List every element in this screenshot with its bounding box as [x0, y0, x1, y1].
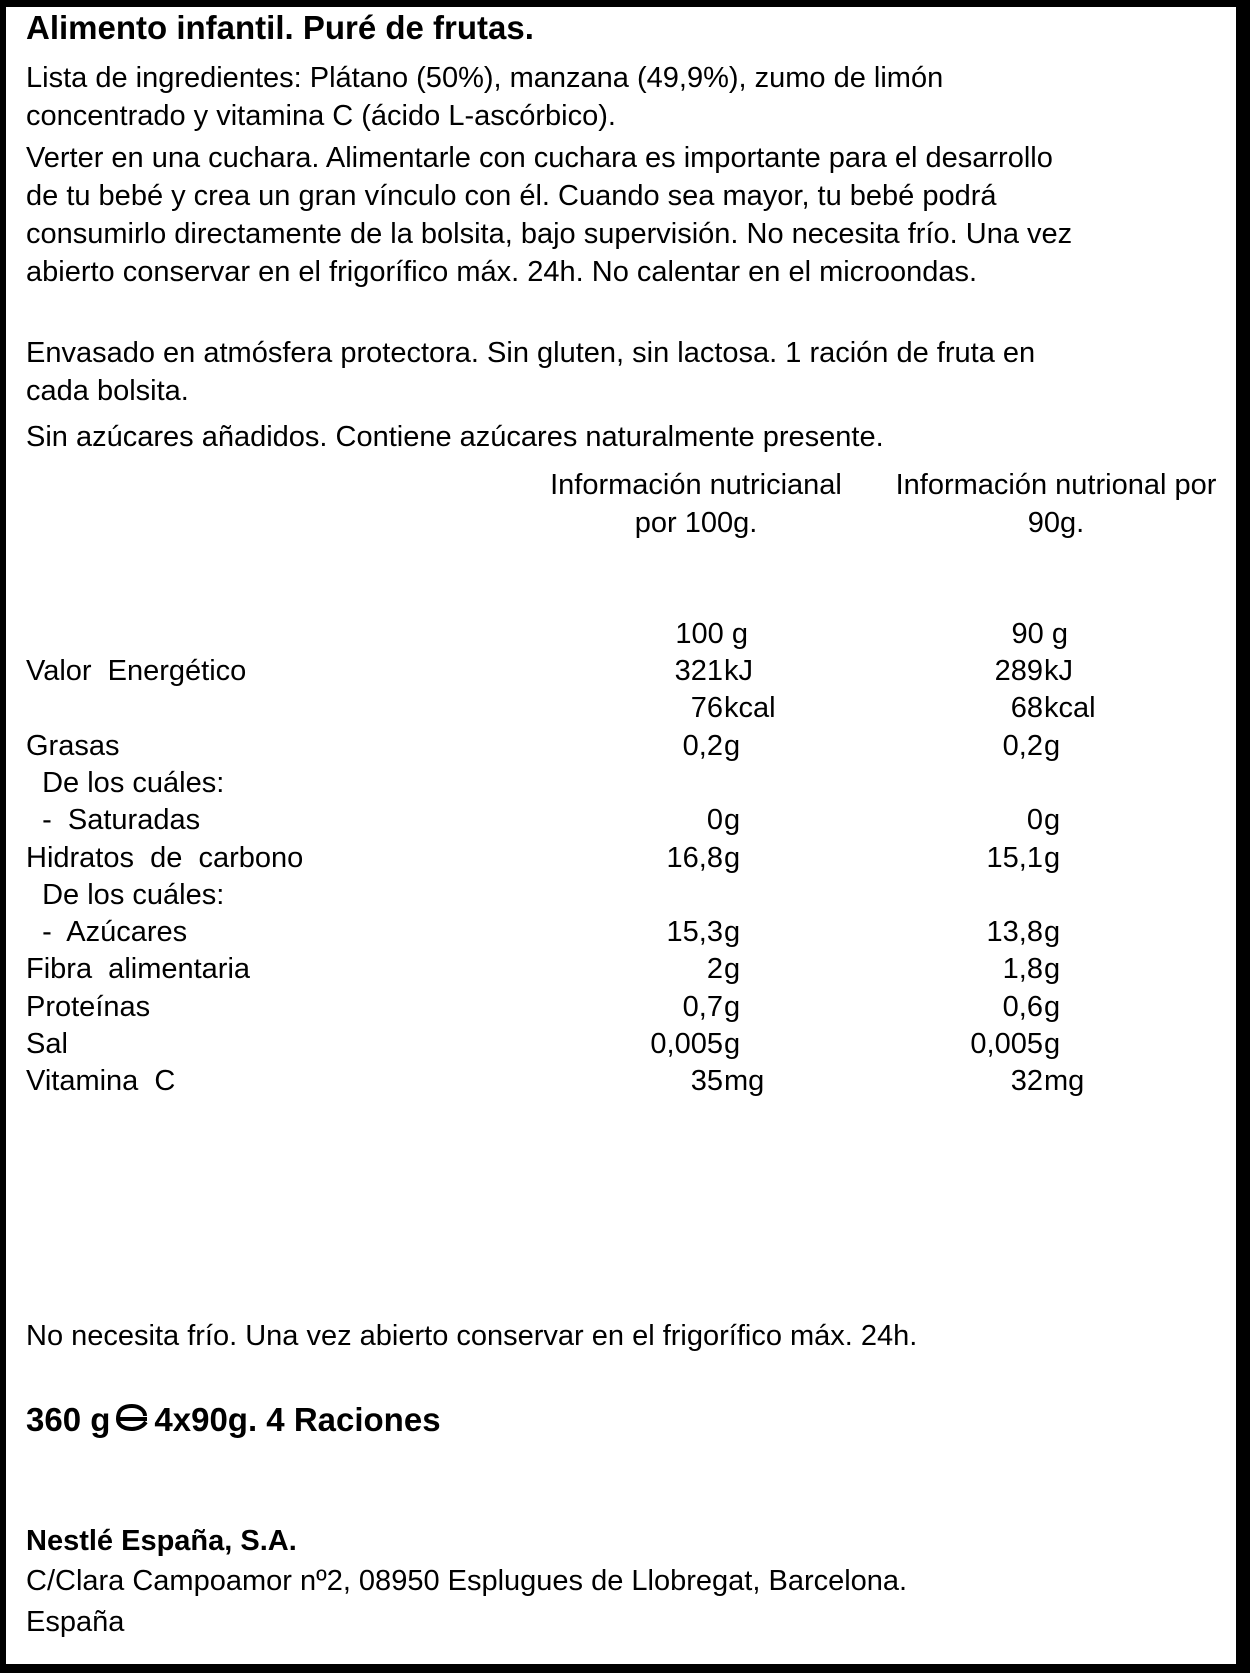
nutrition-col1-header-1: Información nutricianal	[550, 469, 842, 501]
nutrition-row-unit-100g: g	[724, 842, 741, 874]
nutrition-row-value-90g: 15,1	[986, 842, 1043, 874]
nutrition-row-unit-90g: kcal	[1044, 692, 1096, 724]
nutrition-col1-amount: 100 g	[675, 618, 748, 650]
nutrition-row-value-90g: 289	[994, 655, 1043, 687]
nutrition-row-value-100g: 321	[674, 655, 723, 687]
nutrition-row-label: - Azúcares	[26, 916, 188, 948]
instructions-line-4: abierto conservar en el frigorífico máx. 24h. No calentar en el microondas.	[26, 256, 978, 288]
instructions-line-1: Verter en una cuchara. Alimentarle con cuchara es importante para el desarrollo	[26, 142, 1053, 174]
net-weight-value: 360 g	[26, 1401, 111, 1438]
nutrition-row-unit-100g: kJ	[724, 655, 753, 687]
nutrition-col2-amount: 90 g	[1011, 618, 1068, 650]
nutrition-row-unit-90g: kJ	[1044, 655, 1073, 687]
packaging-line-1: Envasado en atmósfera protectora. Sin gluten, sin lactosa. 1 ración de fruta en	[26, 337, 1036, 369]
nutrition-col2-header-2: 90g.	[1027, 507, 1085, 539]
company-country: España	[26, 1606, 125, 1638]
nutrition-row-unit-90g: g	[1044, 953, 1061, 985]
company-address: C/Clara Campoamor nº2, 08950 Esplugues de Llobregat, Barcelona.	[26, 1565, 908, 1597]
nutrition-row-value-90g: 0,6	[1002, 991, 1043, 1023]
estimated-sign-icon	[114, 1401, 150, 1438]
packaging-line-2: cada bolsita.	[26, 375, 189, 407]
nutrition-row-unit-100g: g	[724, 991, 741, 1023]
nutrition-row-value-90g: 0,2	[1002, 730, 1043, 762]
nutrition-row-label: Proteínas	[26, 991, 151, 1023]
nutrition-row-unit-100g: g	[724, 916, 741, 948]
nutrition-row-value-100g: 0	[706, 804, 723, 836]
nutrition-row-label: - Saturadas	[26, 804, 201, 836]
nutrition-row-unit-90g: mg	[1044, 1065, 1085, 1097]
net-weight	[26, 1401, 441, 1438]
nutrition-row-unit-90g: g	[1044, 991, 1061, 1023]
nutrition-row-value-100g: 0,7	[682, 991, 723, 1023]
product-title: Alimento infantil. Puré de frutas.	[26, 9, 534, 46]
nutrition-row-value-90g: 0,005	[970, 1028, 1043, 1060]
nutrition-row-value-90g: 32	[1010, 1065, 1043, 1097]
nutrition-row-unit-90g: g	[1044, 916, 1061, 948]
nutrition-row-value-100g: 0,005	[650, 1028, 723, 1060]
nutrition-col1-header-2: por 100g.	[634, 507, 758, 539]
sugar-note: Sin azúcares añadidos. Contiene azúcares naturalmente presente.	[26, 421, 884, 453]
nutrition-row-value-100g: 16,8	[666, 842, 723, 874]
ingredients-line-2: concentrado y vitamina C (ácido L-ascórbico).	[26, 100, 616, 132]
nutrition-row-unit-90g: g	[1044, 804, 1061, 836]
nutrition-row-value-100g: 76	[690, 692, 723, 724]
nutrition-row-value-90g: 1,8	[1002, 953, 1043, 985]
nutrition-row-label: Fibra alimentaria	[26, 953, 251, 985]
nutrition-row-unit-100g: g	[724, 730, 741, 762]
nutrition-row-label: Grasas	[26, 730, 120, 762]
nutrition-row-unit-100g: kcal	[724, 692, 776, 724]
instructions-line-3: consumirlo directamente de la bolsita, bajo supervisión. No necesita frío. Una vez	[26, 218, 1073, 250]
nutrition-row-label: Vitamina C	[26, 1065, 176, 1097]
nutrition-row-value-90g: 13,8	[986, 916, 1043, 948]
nutrition-row-unit-100g: g	[724, 804, 741, 836]
nutrition-row-label: De los cuáles:	[26, 879, 225, 911]
nutrition-row-value-90g: 68	[1010, 692, 1043, 724]
nutrition-row-label: Hidratos de carbono	[26, 842, 304, 874]
nutrition-row-unit-100g: g	[724, 953, 741, 985]
nutrition-row-value-100g: 0,2	[682, 730, 723, 762]
nutrition-row-unit-100g: g	[724, 1028, 741, 1060]
nutrition-row-value-100g: 15,3	[666, 916, 723, 948]
instructions-line-2: de tu bebé y crea un gran vínculo con él. Cuando sea mayor, tu bebé podrá	[26, 180, 997, 212]
nutrition-row-label: De los cuáles:	[26, 767, 225, 799]
nutrition-row-unit-100g: mg	[724, 1065, 765, 1097]
nutrition-row-unit-90g: g	[1044, 1028, 1061, 1060]
nutrition-row-unit-90g: g	[1044, 842, 1061, 874]
nutrition-row-label: Valor Energético	[26, 655, 247, 687]
nutrition-row-label: Sal	[26, 1028, 68, 1060]
nutrition-row-value-100g: 2	[706, 953, 723, 985]
ingredients-line-1: Lista de ingredientes: Plátano (50%), manzana (49,9%), zumo de limón	[26, 62, 944, 94]
net-weight-detail: 4x90g. 4 Raciones	[154, 1401, 441, 1438]
storage-note: No necesita frío. Una vez abierto conservar en el frigorífico máx. 24h.	[26, 1320, 918, 1352]
company-name: Nestlé España, S.A.	[26, 1525, 297, 1557]
nutrition-row-value-100g: 35	[690, 1065, 723, 1097]
nutrition-col2-header-1: Información nutrional por	[895, 469, 1217, 501]
nutrition-row-value-90g: 0	[1026, 804, 1043, 836]
nutrition-row-unit-90g: g	[1044, 730, 1061, 762]
